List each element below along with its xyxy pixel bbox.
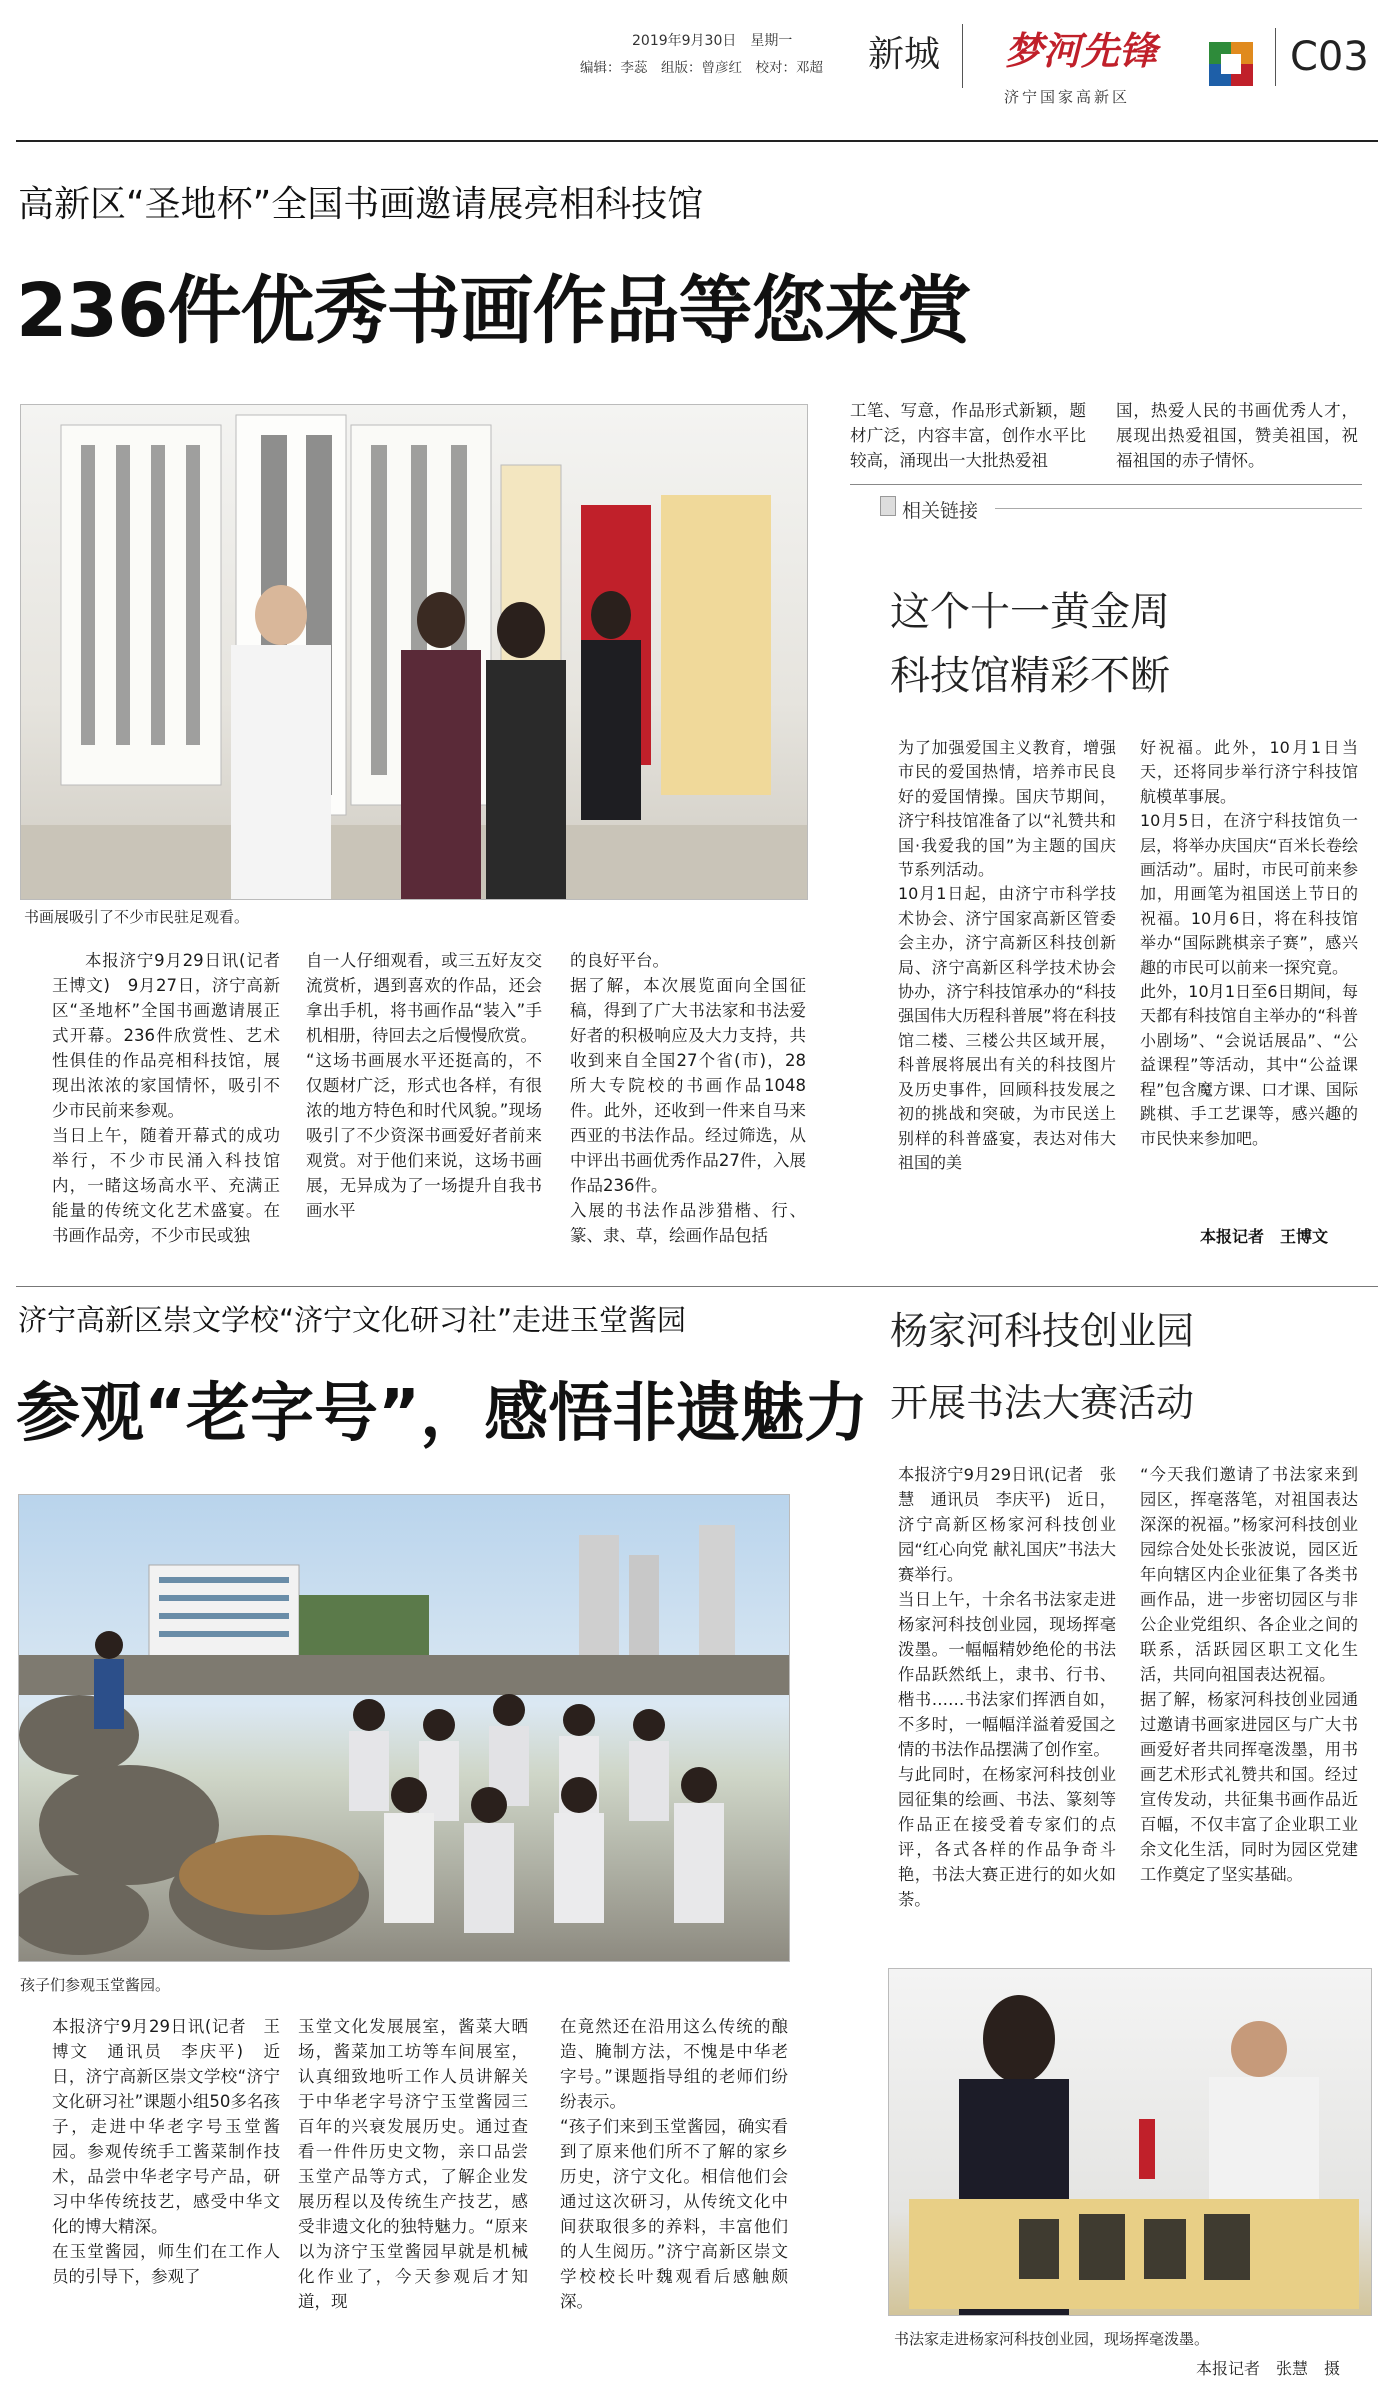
article1-column-2: 自一人仔细观看，或三五好友交流赏析，遇到喜欢的作品，还会拿出手机，将书画作品“装入”手机相册，待回去之后慢慢欣赏。 “这场书画展水平还挺高的，不仅题材广泛，形式也各样，有很浓的地方特色和时代风貌。”现场吸引了不少资深书画爱好者前来观赏。对于他们来说，这场书画展，无异成为了一场提升自我书画水平	[306, 951, 542, 1220]
article1-column-5: 国，热爱人民的书画优秀人才，展现出热爱祖国，赞美祖国，祝福祖国的赤子情怀。	[1116, 401, 1358, 470]
related-headline-line-1: 这个十一黄金周	[890, 589, 1170, 635]
related-column-2: 好祝福。此外，10月1日当天，还将同步举行济宁科技馆航模革事展。 10月5日，在济宁科技馆负一层，将举办庆国庆“百米长卷绘画活动”。届时，市民可前来参加，用画笔为祖国送上节日的祝福。10月6日，将在科技馆举办“国际跳棋亲子赛”，感兴趣的市民可以前来一探究竟。 此外，10月1日至6日期间，每天都有科技馆自主举办的“科普小剧场”、“会说话展品”、“公益课程”等活动，其中“公益课程”包含魔方课、口才课、国际跳棋、手工艺课等，感兴趣的市民快来参加吧。	[1140, 738, 1358, 1148]
article2-kicker: 济宁高新区崇文学校“济宁文化研习社”走进玉堂酱园	[18, 1303, 687, 1337]
paper-logo-text: 梦河先锋	[1005, 28, 1158, 73]
article1-column-3: 的良好平台。 据了解，本次展览面向全国征稿，得到了广大书法家和书法爱好者的积极响应及大力支持，共收到来自全国27个省(市)，28所大专院校的书画作品1048件。此外，还收到一件来自马来西亚的书法作品。经过筛选，从中评出书画优秀作品27件，入展作品236件。 入展的书法作品涉猎楷、行、篆、隶、草，绘画作品包括	[570, 951, 806, 1245]
masthead-editors: 编辑：李蕊 组版：曾彦红 校对：邓超	[580, 60, 823, 76]
related-byline: 本报记者 王博文	[1200, 1227, 1329, 1246]
article2-photo	[18, 1494, 790, 1962]
masthead-region: 济宁国家高新区	[1004, 88, 1131, 106]
article3-column-2: “今天我们邀请了书法家来到园区，挥毫落笔，对祖国表达深深的祝福。”杨家河科技创业园综合处处长张波说，园区近年向辖区内企业征集了各类书画作品，进一步密切园区与非公企业党组织、各企业之间的联系，活跃园区职工文化生活，共同向祖国表达祝福。 据了解，杨家河科技创业园通过邀请书画家进园区与广大书画爱好者共同挥毫泼墨，用书画艺术形式礼赞共和国。经过宣传发动，共征集书画作品近百幅，不仅丰富了企业职工业余文化生活，同时为园区党建工作奠定了坚实基础。	[1140, 1465, 1358, 1884]
article2-column-3: 在竟然还在沿用这么传统的酿造、腌制方法，不愧是中华老字号。”课题指导组的老师们纷纷表示。 “孩子们来到玉堂酱园，确实看到了原来他们所不了解的家乡历史，济宁文化。相信他们会通过这次研习，从传统文化中间获取很多的养料，丰富他们的人生阅历。”济宁高新区崇文学校校长叶魏观看后感触颇深。	[560, 2017, 788, 2311]
related-link-label: 相关链接	[902, 500, 979, 522]
article1-kicker: 高新区“圣地杯”全国书画邀请展亮相科技馆	[18, 184, 704, 225]
related-link-icon	[880, 496, 896, 516]
article2-column-2: 玉堂文化发展展室，酱菜大晒场，酱菜加工坊等车间展室，认真细致地听工作人员讲解关于中华老字号济宁玉堂酱园三百年的兴衰发展历史。通过查看一件件历史文物，亲口品尝玉堂产品等方式，了解企业发展历程以及传统生产技艺，感受非遗文化的独特魅力。“原来以为济宁玉堂酱园早就是机械化作业了，今天参观后才知道，现	[298, 2017, 528, 2311]
article2-photo-caption: 孩子们参观玉堂酱园。	[20, 1976, 171, 1994]
article1-photo-caption: 书画展吸引了不少市民驻足观看。	[24, 908, 250, 926]
related-headline-line-2: 科技馆精彩不断	[890, 653, 1170, 699]
article3-headline-line-1: 杨家河科技创业园	[890, 1309, 1195, 1353]
article2-column-1: 本报济宁9月29日讯(记者 王博文 通讯员 李庆平) 近日，济宁高新区崇文学校“济宁文化研习社”课题小组50多名孩子，走进中华老字号玉堂酱园。参观传统手工酱菜制作技术，品尝中华老字号产品，研习中华传统技艺，感受中华文化的博大精深。 在玉堂酱园，师生们在工作人员的引导下，参观了	[52, 2017, 280, 2286]
article3-photo	[888, 1968, 1372, 2316]
article3-headline-line-2: 开展书法大赛活动	[890, 1381, 1195, 1425]
region-logo-icon	[1205, 38, 1257, 90]
article3-photo-credit: 本报记者 张慧 摄	[1196, 2359, 1341, 2378]
article2-headline: 参观“老字号”，感悟非遗魅力	[16, 1377, 869, 1451]
section-name: 新城	[868, 34, 941, 75]
related-column-1: 为了加强爱国主义教育，增强市民的爱国热情，培养市民良好的爱国情操。国庆节期间，济宁科技馆准备了以“礼赞共和国·我爱我的国”为主题的国庆节系列活动。 10月1日起，由济宁市科学技术协会、济宁国家高新区管委会主办，济宁高新区科技创新局、济宁高新区科学技术协会协办，济宁科技馆承办的“科技强国伟大历程科普展”将在科技馆二楼、三楼公共区域开展，科普展将展出有关的科技图片及历史事件，回顾科技发展之初的挑战和突破，为市民送上别样的科普盛宴，表达对伟大祖国的美	[898, 738, 1116, 1172]
article1-headline: 236件优秀书画作品等您来赏	[16, 268, 971, 354]
page-number: C03	[1290, 34, 1369, 80]
article1-column-1: 本报济宁9月29日讯(记者 王博文) 9月27日，济宁高新区“圣地杯”全国书画邀请展正式开幕。236件欣赏性、艺术性俱佳的作品亮相科技馆，展现出浓浓的家国情怀，吸引不少市民前来参观。 当日上午，随着开幕式的成功举行，不少市民涌入科技馆内，一睹这场高水平、充满正能量的传统文化艺术盛宴。在书画作品旁，不少市民或独	[52, 951, 280, 1245]
article1-photo	[20, 404, 808, 900]
article3-column-1: 本报济宁9月29日讯(记者 张慧 通讯员 李庆平) 近日，济宁高新区杨家河科技创业园“红心向党 献礼国庆”书法大赛举行。 当日上午，十余名书法家走进杨家河科技创业园，现场挥毫泼墨。一幅幅精妙绝伦的书法作品跃然纸上，隶书、行书、楷书……书法家们挥洒自如，不多时，一幅幅洋溢着爱国之情的书法作品摆满了创作室。 与此同时，在杨家河科技创业园征集的绘画、书法、篆刻等作品正在接受着专家们的点评，各式各样的作品争奇斗艳，书法大赛正进行的如火如荼。	[898, 1465, 1117, 1909]
article1-column-4: 工笔、写意，作品形式新颖，题材广泛，内容丰富，创作水平比较高，涌现出一大批热爱祖	[850, 401, 1086, 470]
masthead-date: 2019年9月30日 星期一	[632, 33, 793, 49]
article3-photo-caption: 书法家走进杨家河科技创业园，现场挥毫泼墨。	[894, 2330, 1210, 2348]
